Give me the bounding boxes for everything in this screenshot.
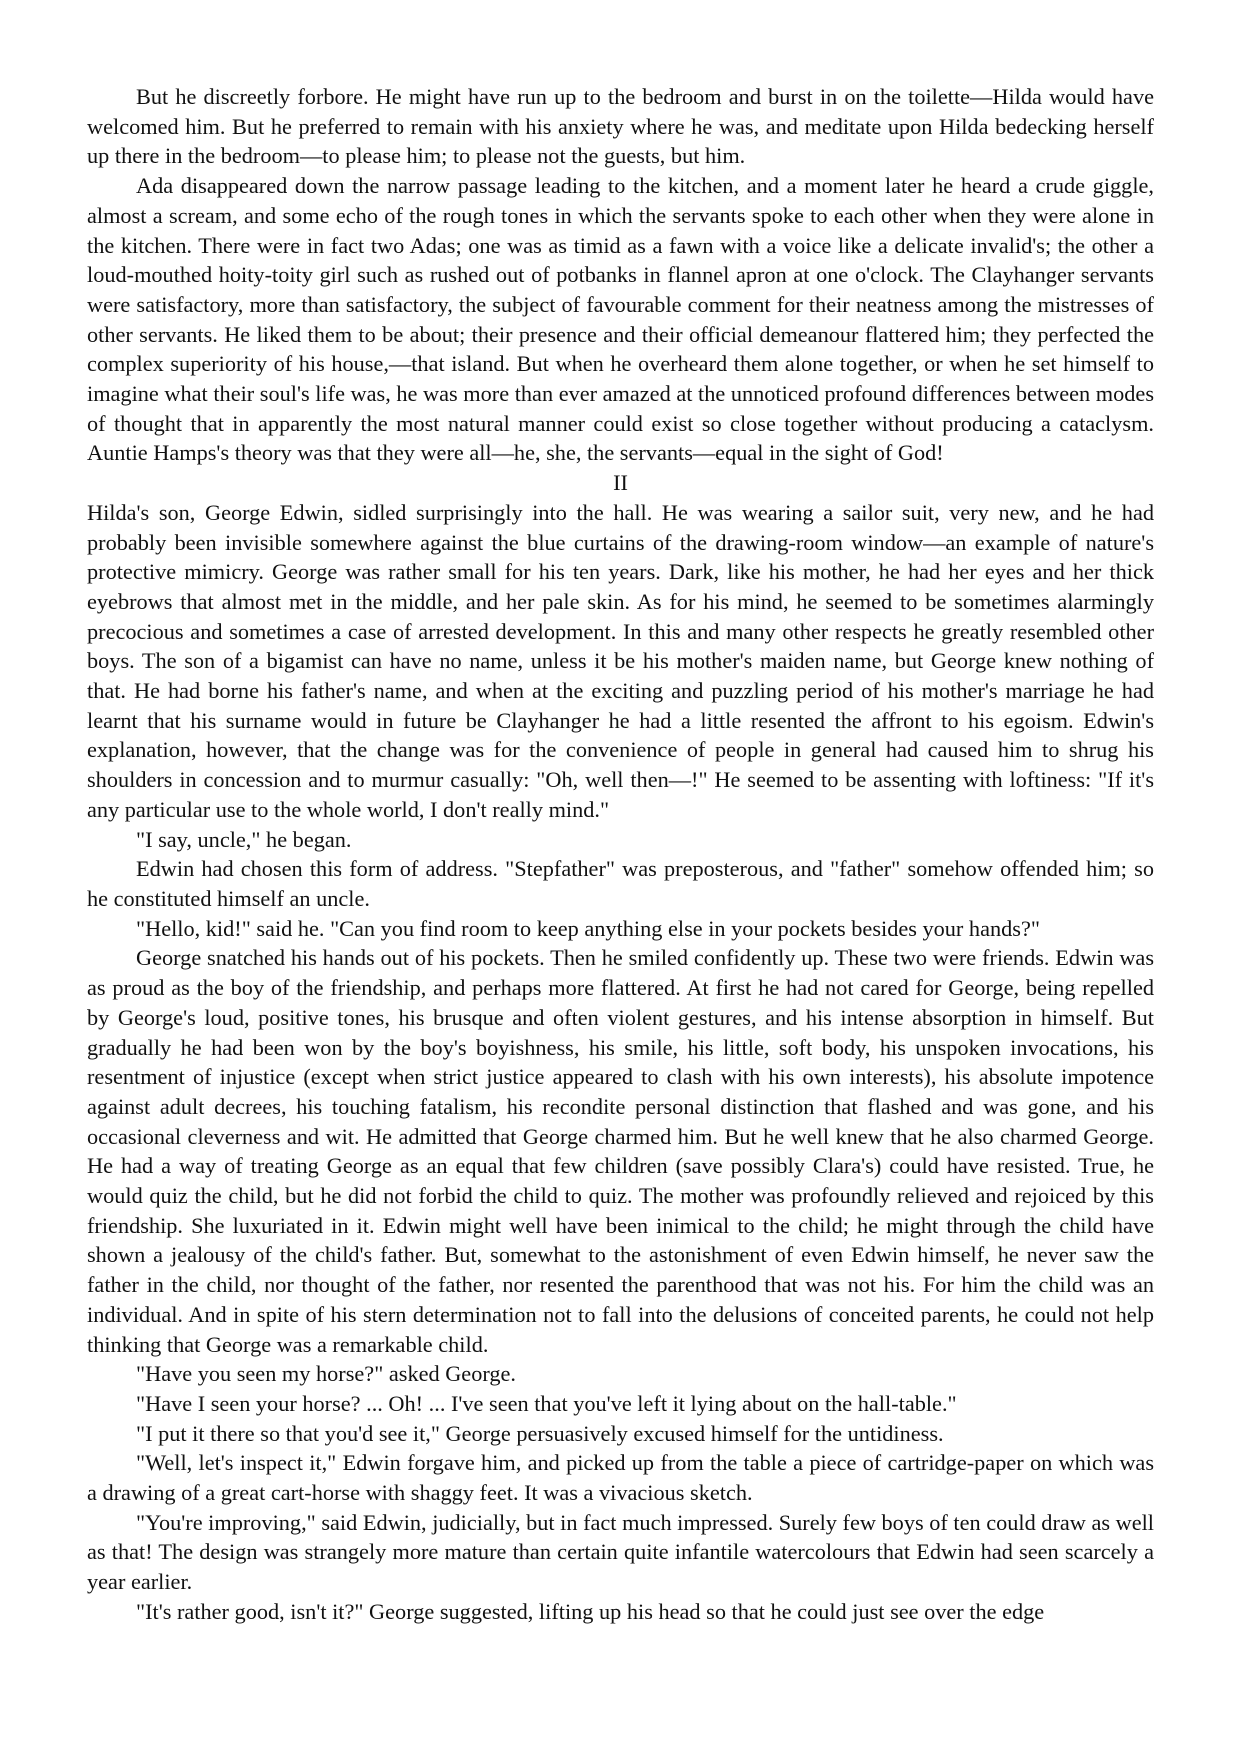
paragraph: "Well, let's inspect it," Edwin forgave him, and picked up from the table a piece of cartridge-paper on which was a drawing of a great cart-horse with shaggy feet. It was a vivacious sketch. bbox=[87, 1450, 1154, 1506]
document-page bbox=[87, 82, 1154, 1742]
section-heading: II bbox=[613, 470, 628, 496]
paragraph: But he discreetly forbore. He might have run up to the bedroom and burst in on the toilette—Hilda would have welcomed him. But he preferred to remain with his anxiety where he was, and meditate upon Hilda bedecking herself up there in the bedroom—to please him; to please not the guests, but him. bbox=[87, 84, 1154, 169]
paragraph: "You're improving," said Edwin, judicially, but in fact much impressed. Surely few boys of ten could draw as well as that! The design was strangely more mature than certain quite infantile watercolours that Edwin had seen scarcely a year earlier. bbox=[87, 1509, 1154, 1595]
paragraph: "Have you seen my horse?" asked George. bbox=[136, 1361, 516, 1387]
paragraph: "Have I seen your horse? ... Oh! ... I've seen that you've left it lying about on the hall-table." bbox=[136, 1390, 957, 1416]
paragraph: "It's rather good, isn't it?" George suggested, lifting up his head so that he could just see over the edge bbox=[136, 1598, 1045, 1624]
paragraph: George snatched his hands out of his pockets. Then he smiled confidently up. These two were friends. Edwin was as proud as the boy of the friendship, and perhaps more flattered. At first he had not cared for George, being repelled by George's loud, positive tones, his brusque and often violent gestures, and his intense absorption in himself. But gradually he had been won by the boy's boyishness, his smile, his little, soft body, his unspoken invocations, his resentment of injustice (except when strict justice appeared to clash with his own interests), his absolute impotence against adult decrees, his touching fatalism, his recondite personal distinction that flashed and was gone, and his occasional cleverness and wit. He admitted that George charmed him. But he well knew that he also charmed George. He had a way of treating George as an equal that few children (save possibly Clara's) could have resisted. True, he would quiz the child, but he did not forbid the child to quiz. The mother was profoundly relieved and rejoiced by this friendship. She luxuriated in it. Edwin might well have been inimical to the child; he might through the child have shown a jealousy of the child's father. But, somewhat to the astonishment of even Edwin himself, he never saw the father in the child, nor thought of the father, nor resented the parenthood that was not his. For him the child was an individual. And in spite of his stern determination not to fall into the delusions of conceited parents, he could not help thinking that George was a remarkable child. bbox=[87, 945, 1154, 1357]
paragraph: Edwin had chosen this form of address. "Stepfather" was preposterous, and "father" somehow offended him; so he constituted himself an uncle. bbox=[87, 856, 1154, 911]
paragraph: "I put it there so that you'd see it," George persuasively excused himself for the untidiness. bbox=[136, 1420, 944, 1446]
paragraph: "Hello, kid!" said he. "Can you find room to keep anything else in your pockets besides your hands?" bbox=[136, 915, 1040, 941]
paragraph: "I say, uncle," he began. bbox=[136, 826, 352, 852]
paragraph: Ada disappeared down the narrow passage leading to the kitchen, and a moment later he heard a crude giggle, almost a scream, and some echo of the rough tones in which the servants spoke to each other when they were alone in the kitchen. There were in fact two Adas; one was as timid as a fawn with a voice like a delicate invalid's; the other a loud-mouthed hoity-toity girl such as rushed out of potbanks in flannel apron at one o'clock. The Clayhanger servants were satisfactory, more than satisfactory, the subject of favourable comment for their neatness among the mistresses of other servants. He liked them to be about; their presence and their official demeanour flattered him; they perfected the complex superiority of his house,—that island. But when he overheard them alone together, or when he set himself to imagine what their soul's life was, he was more than ever amazed at the unnoticed profound differences between modes of thought that in apparently the most natural manner could exist so close together without producing a cataclysm. Auntie Hamps's theory was that they were all—he, she, the servants—equal in the sight of God! bbox=[87, 173, 1154, 466]
paragraph: Hilda's son, George Edwin, sidled surprisingly into the hall. He was wearing a sailor suit, very new, and he had probably been invisible somewhere against the blue curtains of the drawing-room window—an example of nature's protective mimicry. George was rather small for his ten years. Dark, like his mother, he had her eyes and her thick eyebrows that almost met in the middle, and her pale skin. As for his mind, he seemed to be sometimes alarmingly precocious and sometimes a case of arrested development. In this and many other respects he greatly resembled other boys. The son of a bigamist can have no name, unless it be his mother's maiden name, but George knew nothing of that. He had borne his father's name, and when at the exciting and puzzling period of his mother's marriage he had learnt that his surname would in future be Clayhanger he had a little resented the affront to his egoism. Edwin's explanation, however, that the change was for the convenience of people in general had caused him to shrug his shoulders in concession and to murmur casually: "Oh, well then—!" He seemed to be assenting with loftiness: "If it's any particular use to the whole world, I don't really mind." bbox=[87, 499, 1154, 822]
